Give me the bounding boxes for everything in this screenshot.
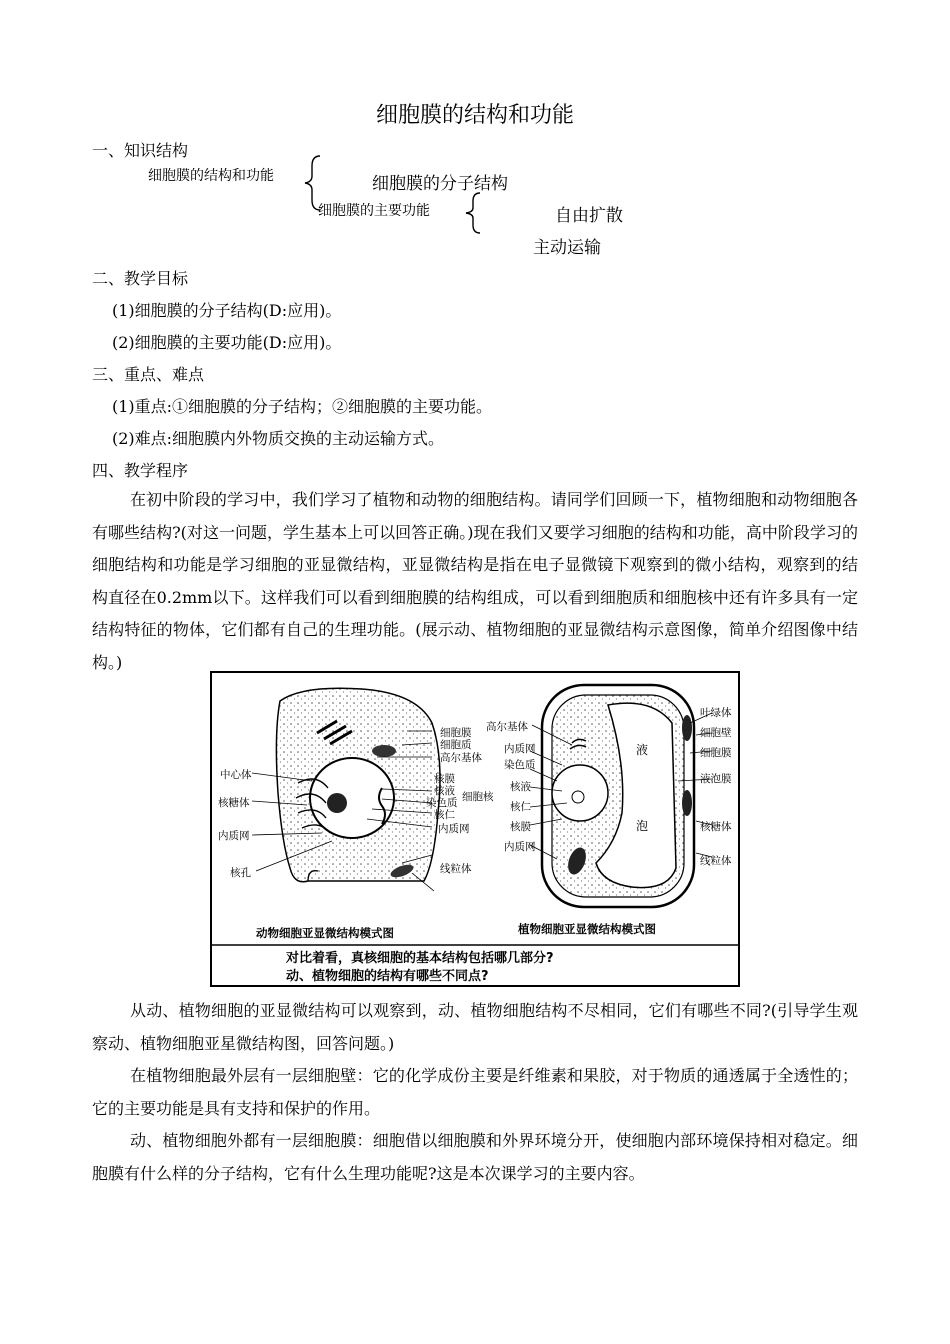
label-plant-golgi: 高尔基体 — [486, 721, 528, 733]
label-animal-pore: 核孔 — [230, 867, 251, 879]
plant-caption: 植物细胞亚显微结构模式图 — [518, 922, 656, 936]
label-animal-nuc-membrane: 核膜 — [434, 773, 455, 785]
label-plant-er: 内质网 — [504, 743, 536, 755]
label-animal-nucleus: 细胞核 — [462, 791, 494, 803]
label-animal-mito: 线粒体 — [440, 863, 472, 875]
label-animal-er-right: 内质网 — [438, 823, 470, 835]
keypoint-item: (2)难点:细胞膜内外物质交换的主动运输方式。 — [112, 429, 445, 448]
label-plant-vac-membrane: 液泡膜 — [700, 773, 732, 785]
section-teaching-procedure: 四、教学程序 — [92, 461, 189, 480]
animal-cell — [252, 688, 440, 891]
keypoint-item: (1)重点:①细胞膜的分子结构；②细胞膜的主要功能。 — [112, 397, 493, 416]
body-paragraph: 动、植物细胞外都有一层细胞膜：细胞借以细胞膜和外界环境分开，使细胞内部环境保持相对稳定。细胞膜有什么样的分子结构，它有什么生理功能呢?这是本次课学习的主要内容。 — [92, 1131, 858, 1183]
body-paragraph: 从动、植物细胞的亚显微结构可以观察到，动、植物细胞结构不尽相同，它们有哪些不同?(引导学生观察动、植物细胞亚星微结构图，回答问题。) — [92, 1001, 858, 1053]
label-plant-nucleolus: 核仁 — [510, 801, 531, 813]
label-animal-chromatin: 染色质 — [426, 797, 458, 809]
label-plant-chromatin: 染色质 — [504, 759, 536, 771]
label-plant-nuc-membrane: 核膜 — [510, 821, 531, 833]
label-plant-membrane: 细胞膜 — [700, 747, 732, 759]
label-animal-centriole: 中心体 — [220, 769, 252, 781]
outline-root: 细胞膜的结构和功能 — [148, 168, 274, 184]
label-animal-nucleolus: 核仁 — [434, 809, 455, 821]
outline-leaf-active-transport: 主动运输 — [533, 238, 601, 258]
body-paragraph: 在初中阶段的学习中，我们学习了植物和动物的细胞结构。请同学们回顾一下，植物细胞和动物细胞各有哪些结构?(对这一问题，学生基本上可以回答正确。)现在我们又要学习细胞的结构和功能，高中阶段学习的细胞结构和功能是学习细胞的亚显微结构，亚显微结构是指在电子显微镜下观察到的微小结构，观察到的结构直径在0.2mm以下。这样我们可以看到细胞膜的结构组成，可以看到细胞质和细胞核中还有许多具有一定结构特征的物体，它们都有自己的生理功能。(展示动、植物细胞的亚显微结构示意图像，简单介绍图像中结构。) — [92, 490, 858, 672]
label-plant-nuc-sap: 核液 — [510, 781, 531, 793]
brace-icon — [460, 190, 484, 236]
label-animal-cytoplasm: 细胞质 — [440, 739, 472, 751]
label-plant-chloroplast: 叶绿体 — [700, 707, 732, 719]
section-key-difficult: 三、重点、难点 — [92, 365, 205, 384]
outline-leaf-diffusion: 自由扩散 — [555, 206, 623, 226]
page-title: 细胞膜的结构和功能 — [375, 103, 574, 128]
outline-child-function: 细胞膜的主要功能 — [318, 203, 430, 219]
figure-question: 动、植物细胞的结构有哪些不同点? — [286, 969, 489, 984]
section-teaching-goals: 二、教学目标 — [92, 269, 189, 288]
animal-caption: 动物细胞亚显微结构模式图 — [256, 926, 394, 940]
figure-question: 对比着看，真核细胞的基本结构包括哪几部分? — [286, 951, 554, 966]
label-plant-er-bottom: 内质网 — [504, 841, 536, 853]
label-animal-ribosome: 核糖体 — [218, 797, 250, 809]
label-plant-mito: 线粒体 — [700, 855, 732, 867]
plant-cell — [530, 685, 712, 907]
label-plant-ribosome: 核糖体 — [700, 821, 732, 833]
label-animal-nuc-sap: 核液 — [434, 785, 455, 797]
outline-child-structure: 细胞膜的分子结构 — [372, 174, 508, 194]
label-plant-vacuole: 泡 — [636, 819, 649, 833]
label-animal-membrane: 细胞膜 — [440, 727, 472, 739]
cell-structure-figure — [210, 671, 740, 987]
body-paragraph: 在植物细胞最外层有一层细胞壁：它的化学成份主要是纤维素和果胶，对于物质的通透属于全透性的；它的主要功能是具有支持和保护的作用。 — [92, 1066, 858, 1118]
label-animal-er: 内质网 — [218, 830, 250, 842]
section-knowledge-structure: 一、知识结构 — [92, 141, 189, 160]
label-animal-golgi: 高尔基体 — [440, 752, 482, 764]
label-plant-wall: 细胞壁 — [700, 727, 732, 739]
label-plant-vacuole: 液 — [636, 743, 649, 757]
goal-item: (1)细胞膜的分子结构(D:应用)。 — [112, 301, 342, 320]
goal-item: (2)细胞膜的主要功能(D:应用)。 — [112, 333, 342, 352]
